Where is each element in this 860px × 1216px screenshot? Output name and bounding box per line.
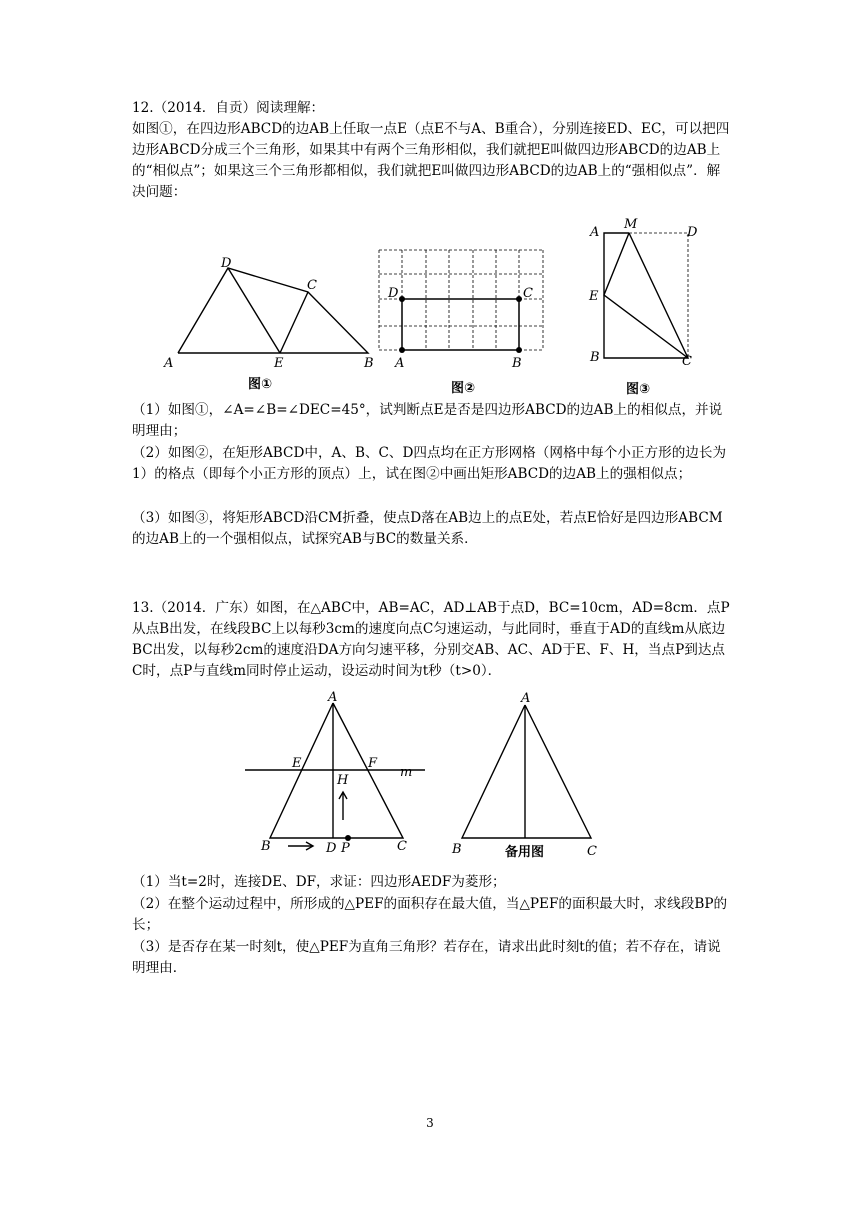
q12-fig1-caption: 图① [248, 377, 273, 392]
q13-fig2-label-b: B [452, 842, 462, 857]
q12-figure-1 [150, 245, 390, 395]
q12-fig3-label-m: M [624, 217, 638, 232]
q12-fig3-caption: 图③ [626, 382, 651, 397]
q13-fig1-label-d: D [326, 841, 337, 856]
q12-part-3: （3）如图③，将矩形ABCD沿CM折叠，使点D落在AB边上的点E处，若点E恰好是四边形ABCM的边AB上的一个强相似点，试探究AB与BC的数量关系． [132, 510, 723, 547]
q12-part-1: （1）如图①，∠A=∠B=∠DEC=45°，试判断点E是否是四边形ABCD的边AB上的相似点，并说明理由； [132, 402, 723, 439]
q12-fig1-label-a: A [164, 356, 174, 371]
q13-fig1-label-m: m [400, 765, 413, 780]
q12-intro: 12.（2014．自贡）阅读理解： 如图①，在四边形ABCD的边AB上任取一点E（点E不与A、B重合），分别连接ED、EC，可以把四边形ABCD分成三个三角形，如果其中有两个三角形相似，我们就把E叫做四边形ABCD的边AB上的“相似点”；如果这三个三角形都相似，我们就把E叫做四边形ABCD的边AB上的“强相似点”．解决问题： [132, 100, 730, 200]
q13-figure-2 [445, 688, 610, 863]
q12-fig1-label-e: E [274, 356, 284, 371]
q13-fig1-label-f: F [368, 756, 378, 771]
q12-part-2: （2）如图②，在矩形ABCD中，A、B、C、D四点均在正方形网格（网格中每个小正方形的边长为1）的格点（即每个小正方形的顶点）上，试在图②中画出矩形ABCD的边AB上的强相似点； [132, 445, 727, 482]
q13-fig2-caption: 备用图 [505, 845, 545, 860]
q12-fig3-label-c: C [682, 354, 692, 369]
q12-figure-2 [375, 245, 550, 400]
q12-fig2-label-c: C [523, 286, 533, 301]
q12-fig3-label-d: D [687, 225, 698, 240]
q13-fig1-label-e: E [292, 756, 302, 771]
q13-fig2-label-c: C [587, 844, 597, 859]
q12-fig2-caption: 图② [451, 381, 476, 396]
q13-fig1-label-p: P [341, 841, 350, 856]
q12-fig2-label-a: A [395, 356, 405, 371]
q13-fig1-label-a: A [328, 690, 338, 705]
q13-fig1-label-b: B [261, 839, 271, 854]
q12-fig2-label-b: B [512, 356, 522, 371]
q13-intro: 13.（2014．广东）如图，在△ABC中，AB=AC，AD⊥AB于点D，BC=10cm，AD=8cm．点P从点B出发，在线段BC上以每秒3cm的速度向点C匀速运动，与此同时，垂直于AD的直线m从底边BC出发，以每秒2cm的速度沿DA方向匀速平移，分别交AB、AC、AD于E、F、H，当点P到达点C时，点P与直线m同时停止运动，设运动时间为t秒（t>0）． [132, 600, 730, 679]
q12-fig1-label-d: D [221, 256, 232, 271]
q13-part-2: （2）在整个运动过程中，所形成的△PEF的面积存在最大值，当△PEF的面积最大时，求线段BP的长； [132, 896, 728, 933]
page-number: 3 [426, 1116, 434, 1130]
q12-fig1-label-b: B [364, 356, 374, 371]
q13-fig1-label-h: H [337, 773, 349, 788]
q12-fig3-label-a: A [590, 225, 600, 240]
q12-fig3-label-e: E [589, 289, 599, 304]
q13-fig2-label-a: A [521, 691, 531, 706]
q12-fig3-label-b: B [590, 350, 600, 365]
q13-part-3: （3）是否存在某一时刻t，使△PEF为直角三角形？若存在，请求出此时刻t的值；若不存在，请说明理由． [132, 939, 721, 976]
q12-figure-3 [580, 215, 720, 400]
q13-fig1-label-c: C [397, 839, 407, 854]
q13-part-1: （1）当t=2时，连接DE、DF，求证：四边形AEDF为菱形； [132, 874, 506, 890]
q13-figure-1 [240, 688, 440, 858]
q12-fig2-label-d: D [388, 286, 399, 301]
q12-fig1-label-c: C [307, 278, 317, 293]
